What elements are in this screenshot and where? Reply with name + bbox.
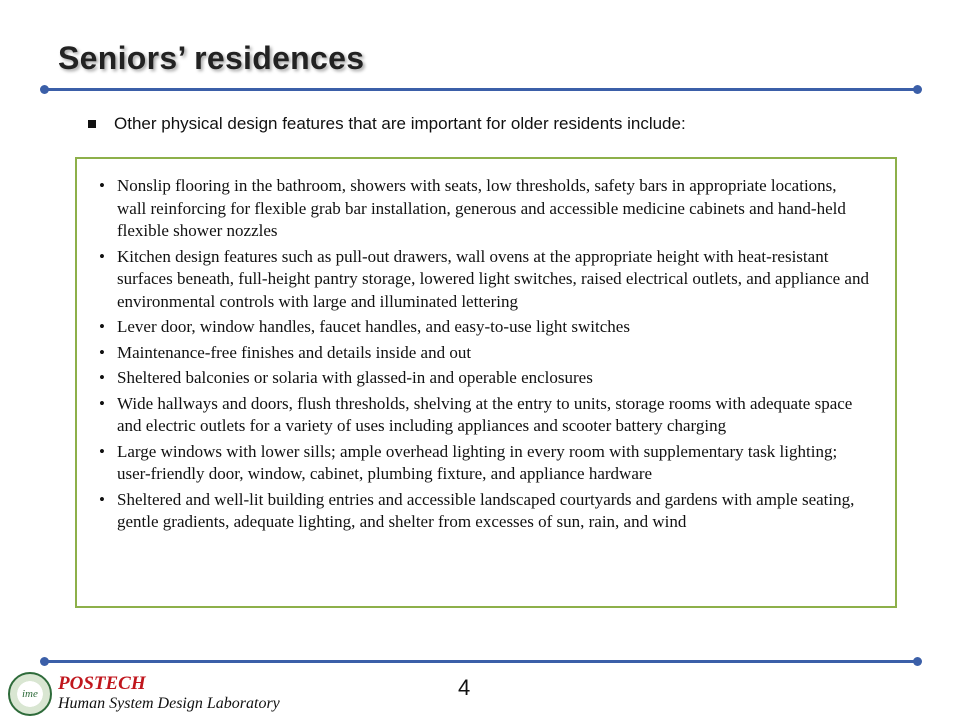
square-bullet-icon bbox=[88, 120, 96, 128]
university-seal-icon bbox=[8, 672, 52, 716]
logo-text: ime bbox=[22, 688, 38, 700]
lab-name: Human System Design Laboratory bbox=[58, 695, 280, 712]
list-item: • Kitchen design features such as pull-out drawers, wall ovens at the appropriate height with heat-resistant surfaces beneath, full-height pantry storage, lowered light switches, raised electrical outlets, and appliance and environmental controls with large and illuminated lettering bbox=[117, 246, 869, 314]
list-item: • Sheltered balconies or solaria with glassed-in and operable enclosures bbox=[117, 367, 869, 390]
list-item: • Nonslip flooring in the bathroom, showers with seats, low thresholds, safety bars in appropriate locations, wall reinforcing for flexible grab bar installation, generous and accessible medicine cabinets and hand-held flexible shower nozzles bbox=[117, 175, 869, 243]
slide-title: Seniors’ residences bbox=[58, 40, 365, 76]
list-item: • Lever door, window handles, faucet handles, and easy-to-use light switches bbox=[117, 316, 869, 339]
features-panel bbox=[75, 157, 897, 608]
list-item: • Large windows with lower sills; ample overhead lighting in every room with supplementary task lighting; user-friendly door, window, cabinet, plumbing fixture, and appliance hardware bbox=[117, 441, 869, 486]
title-divider bbox=[44, 88, 918, 91]
lead-bullet bbox=[88, 114, 686, 134]
features-list bbox=[77, 159, 895, 534]
list-item: • Sheltered and well-lit building entries and accessible landscaped courtyards and gardens with ample seating, gentle gradients, adequate lighting, and shelter from excesses of sun, rain, and wind bbox=[117, 489, 869, 534]
brand-name: POSTECH bbox=[58, 673, 146, 694]
page-number: 4 bbox=[458, 675, 471, 700]
footer-divider bbox=[44, 660, 918, 663]
list-item: • Maintenance-free finishes and details inside and out bbox=[117, 342, 869, 365]
list-item: • Wide hallways and doors, flush thresholds, shelving at the entry to units, storage rooms with adequate space and electric outlets for a variety of uses including appliances and scooter battery charging bbox=[117, 393, 869, 438]
lead-text: Other physical design features that are important for older residents include: bbox=[114, 114, 686, 133]
